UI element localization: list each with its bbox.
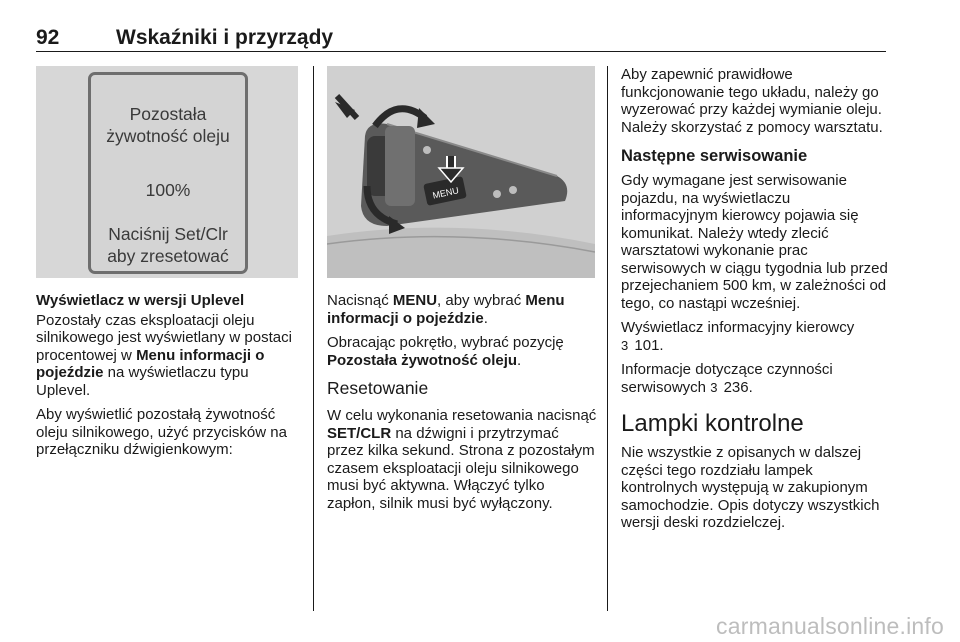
heading-reset: Resetowanie: [327, 378, 429, 398]
column-divider-2: [607, 66, 608, 611]
subheading-next-service: Następne serwisowanie: [621, 147, 808, 165]
page-reference[interactable]: 236.: [723, 378, 753, 396]
oil-life-display-illustration: [36, 66, 298, 278]
page-ref-arrow-icon: 3: [621, 337, 629, 353]
paragraph: Aby wyświetlić pozostałą żywotność oleju silnikowego, użyć przycisków na przełączniku dźwigienkowym:: [36, 406, 287, 458]
column-divider-1: [313, 66, 314, 611]
page-title: Wskaźniki i przyrządy: [116, 26, 334, 49]
page-number: 92: [36, 26, 60, 49]
paragraph: Pozostały czas eksploatacji oleju silnikowego jest wyświetlany w postaci procentowej w Menu informacji o pojeździe na wyświetlaczu typu Uplevel.: [36, 311, 292, 399]
footer-watermark: carmanualsonline.info: [716, 613, 944, 639]
paragraph: Gdy wymagane jest serwisowanie pojazdu, na wyświetlaczu informacyjnym kierowcy pojawia się komunikat. Należy wtedy zlecić warsztatowi wykonanie prac serwisowych w ciągu tygodnia lub przed przejechaniem 500 km, w zależności od tego, co nastąpi wcześniej.: [621, 172, 888, 312]
paragraph: Obracając pokrętło, wybrać pozycję Pozostała żywotność oleju.: [327, 334, 564, 369]
heading-indicator-lamps: Lampki kontrolne: [621, 410, 804, 437]
paragraph: Informacje dotyczące czynności serwisowych 3 236.: [621, 361, 833, 396]
lever-illustration: [327, 66, 595, 278]
display-title: Pozostała żywotność oleju: [106, 104, 230, 146]
paragraph: Wyświetlacz informacyjny kierowcy 3 101.: [621, 319, 855, 354]
display-value: 100%: [145, 180, 191, 200]
header-rule: [36, 51, 886, 52]
paragraph: Aby zapewnić prawidłowe funkcjonowanie tego układu, należy go wyzerować przy każdej wymianie oleju. Należy skorzystać z pomocy warsztatu.: [621, 66, 883, 136]
page-ref-arrow-icon: 3: [710, 379, 718, 395]
menu-button-label: MENU: [431, 185, 460, 201]
paragraph: Nacisnąć MENU, aby wybrać Menu informacji o pojeździe.: [327, 292, 565, 327]
paragraph: W celu wykonania resetowania nacisnąć SET/CLR na dźwigni i przytrzymać przez kilka sekund. Strona z pozostałym czasem eksploatacji oleju silnikowego musi być aktywna. Włączyć tylko zapłon, silnik musi być wyłączony.: [327, 407, 597, 512]
display-screen: [88, 72, 248, 274]
display-hint: Naciśnij Set/Clr aby zresetować: [107, 224, 229, 266]
paragraph: Nie wszystkie z opisanych w dalszej części tego rozdziału lampek kontrolnych występują w zakupionym samochodzie. Opis dotyczy wszystkich wersji deski rozdzielczej.: [621, 444, 880, 531]
subheading-uplevel: Wyświetlacz w wersji Uplevel: [36, 292, 245, 309]
column-1-text: [36, 292, 302, 466]
page-reference[interactable]: 101.: [634, 336, 664, 354]
page-header: [36, 26, 886, 50]
column-3-text: [621, 66, 889, 539]
column-2-text: [327, 292, 597, 519]
